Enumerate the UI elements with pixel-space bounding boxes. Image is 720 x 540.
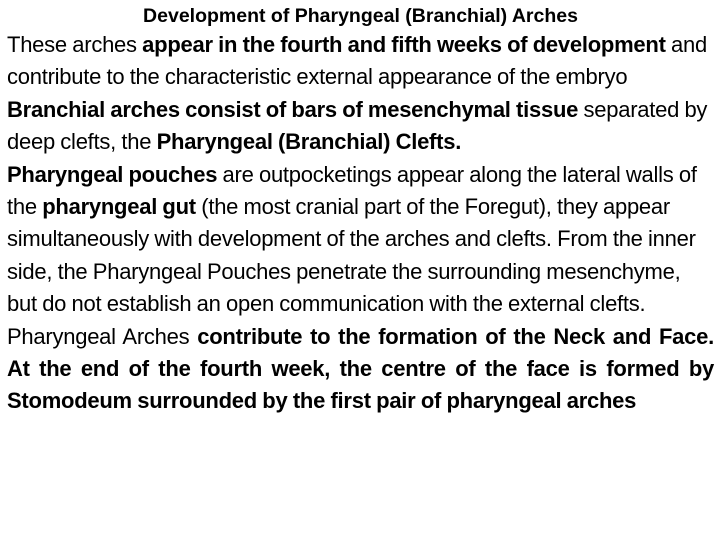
slide-body [7,29,714,418]
text-run: and contribute to the characteristic external appearance of the embryo [7,32,708,90]
paragraph-arches-appearance [7,29,714,94]
text-run-bold: appear in the fourth and fifth weeks of development [142,32,666,57]
paragraph-pharyngeal-pouches [7,159,714,321]
paragraph-branchial-arches [7,94,714,159]
text-run: These arches [7,32,143,57]
text-run: (the most cranial part of the Foregut), they appear simultaneously with development of the arches and clefts. From the inner side, the Pharyngeal Pouches penetrate the surrounding mesenchyme, but do not establish an open communication with the external clefts. [7,194,696,317]
paragraph-neck-and-face [7,321,714,418]
text-run-bold: Branchial arches consist of bars of mesenchymal tissue [7,96,579,122]
text-run: Pharyngeal Arches [7,323,198,349]
text-run: are outpocketings appear along the lateral walls of the [7,161,697,220]
text-run-bold: contribute to the formation of the Neck and Face. At the end of the fourth week, the centre of the face is formed by Stomodeum surrounded by the first pair of pharyngeal arches [7,323,714,414]
text-run: separated by deep clefts, the [7,96,708,155]
text-run-bold: Pharyngeal (Branchial) Clefts. [156,129,462,155]
text-run-bold: pharyngeal gut [42,194,196,220]
text-run-bold: Pharyngeal pouches [7,161,218,187]
slide-title: Development of Pharyngeal (Branchial) Arches [143,5,578,27]
